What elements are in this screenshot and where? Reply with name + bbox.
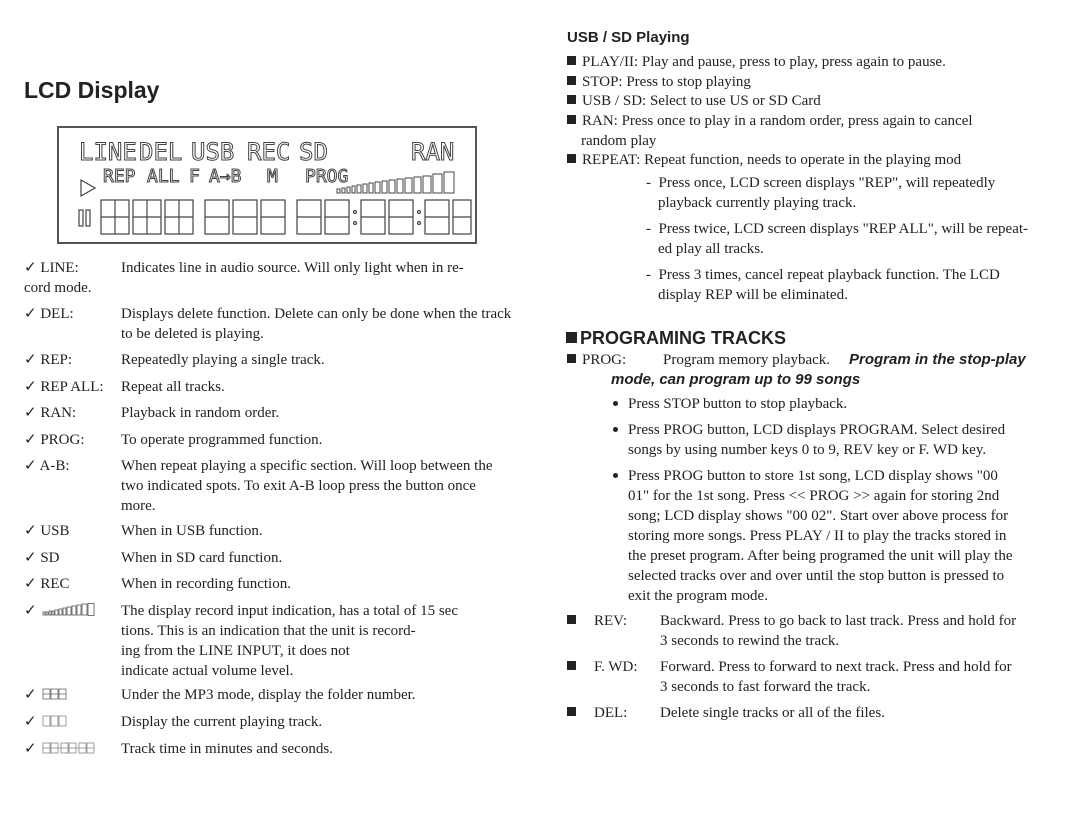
prog-bullet-3-line-2: 01" for the 1st song. Press << PROG >> again for storing 2nd [628,488,1000,504]
prog-bullet-3 [613,466,618,486]
usb-item-ran: RAN: Press once to play in a random order, press again to cancel [567,111,973,131]
lcd-display-diagram [57,126,477,244]
lcd-play-icon [81,180,95,196]
prog-bullet-2-line-1: Press PROG button, LCD displays PROGRAM. Select desired [628,422,1006,438]
prog-bullet-3-line-6: selected tracks over and over until the stop button is pressed to [628,568,1005,584]
key-fwd-line-1: Forward. Press to forward to next track. Press and hold for [660,659,1012,675]
prog-bullet-3-line-7: exit the program mode. [628,588,768,604]
track-digits-icon [42,715,68,727]
lcd-all-label: ALL [147,166,180,187]
folder-digits-icon [42,688,68,700]
lcd-pause-icon [79,210,90,226]
prog-item: PROG: [567,350,626,370]
programing-heading: PROGRAMING TRACKS [566,328,786,349]
lcd-prog-label: PROG [305,166,349,187]
repeat-sub-2-wrap: ed play all tracks. [658,241,764,257]
time-digits-icon [42,742,96,754]
usb-item-ran-wrap: random play [581,133,657,149]
usb-item-repeat: REPEAT: Repeat function, needs to operate in the playing mod [567,150,961,170]
usb-item-play: PLAY/II: Play and pause, press to play, press again to pause. [567,52,946,72]
prog-bullet-3-line-5: the preset program. After being programed the unit will play the [628,548,1013,564]
repeat-sub-3: - Press 3 times, cancel repeat playback function. The LCD [646,267,1000,283]
repeat-sub-3-wrap: display REP will be eliminated. [658,287,848,303]
lcd-f-label: F [189,166,200,187]
lcd-ab-label: A→B [209,166,242,187]
repeat-sub-1: - Press once, LCD screen displays "REP", will repeatedly [646,175,996,191]
prog-bullet-3-line-1: Press PROG button to store 1st song, LCD display shows "00 [628,468,998,484]
prog-emphasis-1: Program in the stop-play [849,351,1026,368]
prog-desc: Program memory playback. [663,352,831,368]
lcd-line-label: LINE [79,138,137,166]
key-fwd-line-2: 3 seconds to fast forward the track. [660,679,871,695]
prog-bullet-2-line-2: songs by using number keys 0 to 9, REV key or F. WD key. [628,442,987,458]
key-del-line-1: Delete single tracks or all of the files. [660,705,885,721]
prog-bullet-3-line-4: storing more songs. Press PLAY / II to play the tracks stored in [628,528,1007,544]
lcd-m-label: M [267,166,278,187]
key-rev-line-1: Backward. Press to go back to last track. Press and hold for [660,613,1017,629]
lcd-rep-label: REP [103,166,136,187]
prog-bullet-1 [613,394,618,414]
list-item-line: ✓ LINE: Indicates line in audio source. Will only light when in re- cord mode. [24,260,464,296]
repeat-sub-1-wrap: playback currently playing track. [658,195,857,211]
lcd-ran-label: RAN [411,138,455,166]
prog-bullet-2 [613,420,618,440]
prog-bullet-1-text: Press STOP button to stop playback. [628,396,848,412]
usb-item-stop: STOP: Press to stop playing [567,72,751,92]
key-rev: REV: [567,611,627,631]
usb-item-usbsd: USB / SD: Select to use US or SD Card [567,91,821,111]
lcd-level-bars [337,172,454,193]
volume-bar-icon [42,603,96,617]
prog-emphasis-2: mode, can program up to 99 songs [611,371,861,388]
key-del: DEL: [567,703,627,723]
key-fwd: F. WD: [567,657,638,677]
lcd-digit-group [101,200,471,234]
lcd-del-label: DEL [139,138,183,166]
lcd-usb-label: USB [191,138,235,166]
lcd-segments [59,128,475,242]
list-item-volume: ✓ The display record input indication, has a total of 15 sec tions. This is an indication that the unit is record- ing from the LINE INPUT, it does not indicate actual volume level. [24,603,458,679]
lcd-rec-label: REC [247,138,291,166]
repeat-sub-2: - Press twice, LCD screen displays "REP ALL", will be repeat- [646,221,1029,237]
key-rev-line-2: 3 seconds to rewind the track. [660,633,840,649]
lcd-sd-label: SD [299,138,328,166]
usb-sd-heading: USB / SD Playing [567,29,690,46]
prog-bullet-3-line-3: song; LCD display shows "00 02". Start over above process for [628,508,1009,524]
page-title: LCD Display [24,77,160,103]
